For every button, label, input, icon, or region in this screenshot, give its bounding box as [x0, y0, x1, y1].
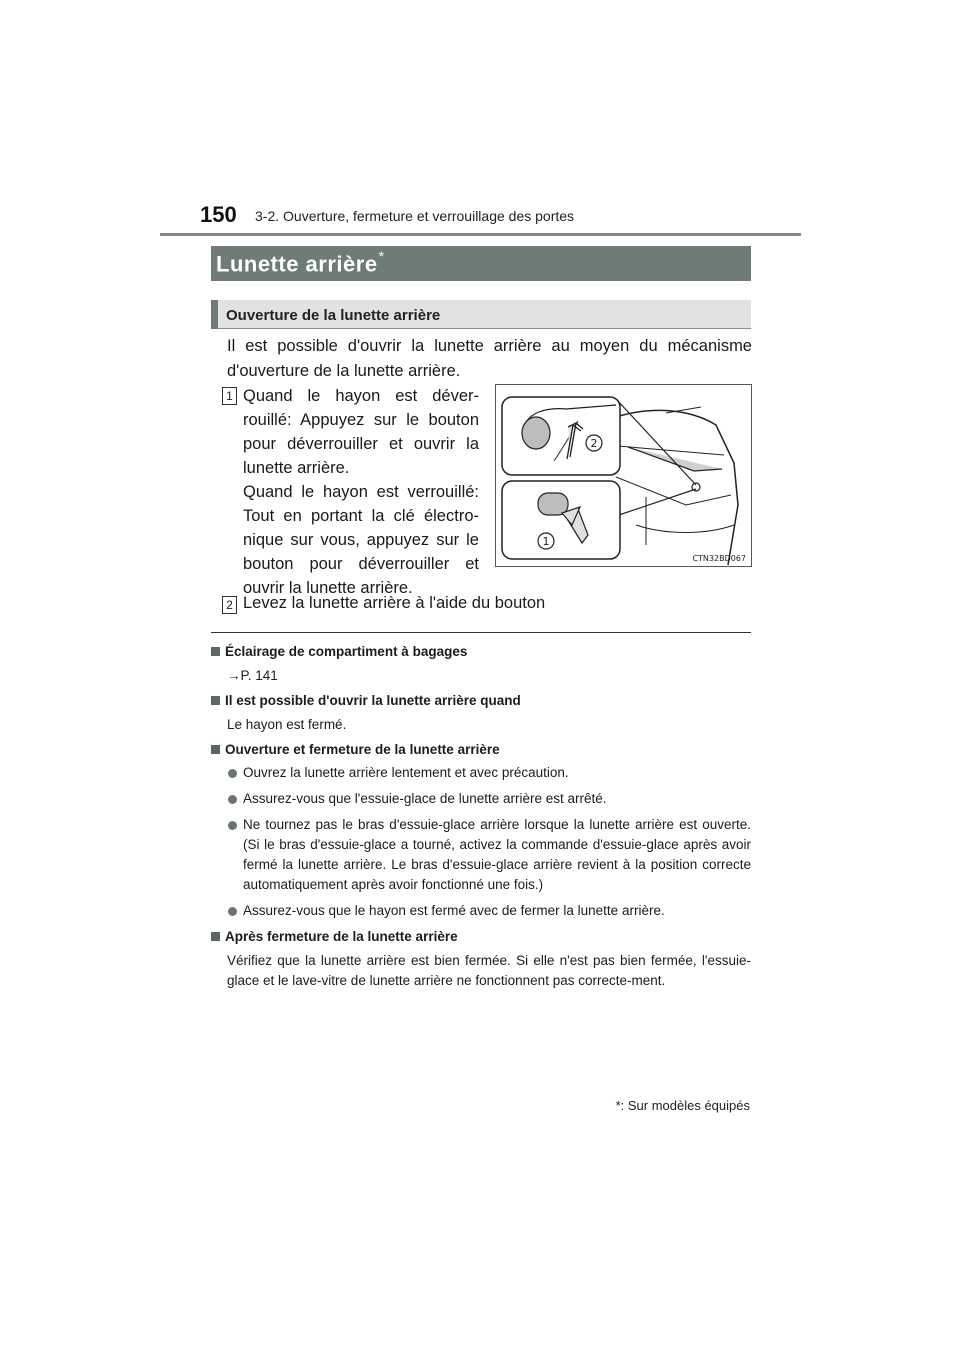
note-bullet — [227, 901, 751, 921]
round-bullet-icon — [228, 795, 237, 804]
step-2-text: Levez la lunette arrière à l'aide du bouton — [243, 594, 546, 612]
note-bullet — [227, 815, 751, 895]
round-bullet-icon — [228, 907, 237, 916]
chapter-title: 3-2. Ouverture, fermeture et verrouillage des portes — [255, 208, 575, 224]
note-heading — [211, 740, 751, 760]
square-bullet-icon — [211, 696, 220, 705]
note-bullet-text: Assurez-vous que le hayon est fermé avec de fermer la lunette arrière. — [243, 903, 665, 918]
intro-paragraph — [227, 334, 752, 384]
step-1-unlocked: Quand le hayon est déver-rouillé: Appuyez sur le bouton pour déverrouiller et ouvrir la lunette arrière. — [243, 387, 479, 477]
note-reference: →P. 141 — [227, 668, 278, 683]
section-asterisk: * — [378, 248, 385, 264]
square-bullet-icon — [211, 647, 220, 656]
round-bullet-icon — [228, 769, 237, 778]
note-heading-text: Il est possible d'ouvrir la lunette arrière quand — [225, 693, 521, 708]
section-title — [216, 250, 385, 277]
note-bullet — [227, 763, 751, 783]
round-bullet-icon — [228, 821, 237, 830]
section-title-text: Lunette arrière — [216, 251, 378, 277]
note-heading-text: Ouverture et fermeture de la lunette arrière — [225, 742, 500, 757]
subsection-title: Ouverture de la lunette arrière — [226, 307, 441, 324]
notes-section — [211, 640, 751, 996]
note-heading — [211, 642, 751, 662]
note-body: Vérifiez que la lunette arrière est bien fermée. Si elle n'est pas bien fermée, l'essuie-glace et le lave-vitre de lunette arrière ne fonctionnent pas correcte-ment. — [227, 953, 751, 988]
note-heading-text: Après fermeture de la lunette arrière — [225, 929, 458, 944]
callout-1: 1 — [542, 535, 550, 548]
callout-2: 2 — [590, 437, 598, 450]
notes-divider — [211, 632, 751, 633]
square-bullet-icon — [211, 932, 220, 941]
illustration-svg — [496, 385, 751, 566]
note-heading — [211, 927, 751, 947]
step-1-badge: 1 — [222, 387, 237, 405]
header-rule — [160, 233, 801, 236]
intro-text: Il est possible d'ouvrir la lunette arrière au moyen du mécanisme d'ouverture de la lunette arrière. — [227, 337, 752, 380]
note-bullet-text: Assurez-vous que l'essuie-glace de lunette arrière est arrêté. — [243, 791, 607, 806]
square-bullet-icon — [211, 745, 220, 754]
note-body: Le hayon est fermé. — [227, 717, 347, 732]
figure-code: CTN32BD067 — [692, 554, 746, 563]
page-number: 150 — [200, 202, 237, 227]
note-heading — [211, 691, 751, 711]
step-2-badge: 2 — [222, 596, 237, 614]
step-1-locked: Quand le hayon est verrouillé: Tout en portant la clé électro-nique sur vous, appuyez sur le bouton pour déverrouiller et ouvrir la lunette arrière. — [243, 483, 479, 597]
footnote: *: Sur modèles équipés — [615, 1098, 750, 1113]
note-bullet-text: Ouvrez la lunette arrière lentement et avec précaution. — [243, 765, 569, 780]
note-heading-text: Éclairage de compartiment à bagages — [225, 644, 468, 659]
note-bullet-text: Ne tournez pas le bras d'essuie-glace arrière lorsque la lunette arrière est ouverte. (Si le bras d'essuie-glace a tourné, activez la commande d'essuie-glace après avoir fermé la lunette arrière. Le bras d'essuie-glace arrière revient à la position correcte automatiquement après avoir fonctionné une fois.) — [243, 817, 751, 892]
step-1-text — [243, 384, 479, 600]
subsection-accent — [211, 300, 218, 329]
note-bullet — [227, 789, 751, 809]
rear-window-illustration — [495, 384, 752, 567]
